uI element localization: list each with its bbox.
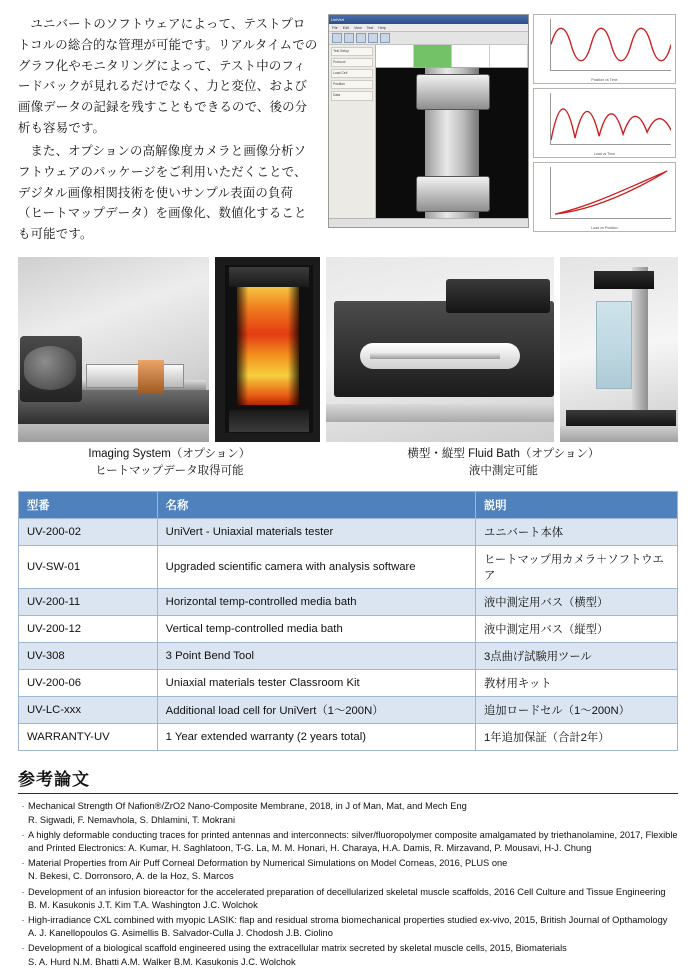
parts-table xyxy=(18,491,678,751)
chart-load-vs-position xyxy=(533,162,676,232)
vertical-bath-vessel xyxy=(596,301,632,389)
table-row xyxy=(19,546,678,589)
tester-motor-face xyxy=(24,346,76,390)
chart-caption-3: Load vs Position xyxy=(591,226,618,230)
table-row xyxy=(19,616,678,643)
readout-cell-2 xyxy=(414,45,452,67)
vertical-base-plate xyxy=(560,426,678,442)
table-row xyxy=(19,519,678,546)
toolbar-icon-save[interactable] xyxy=(356,33,366,43)
reference-citation: Development of a biological scaffold engineered using the extracellular matrix secreted by skeletal muscle cells, 2015, Biomaterials xyxy=(28,943,567,954)
photo-captions xyxy=(18,446,678,479)
bath-actuator-rod xyxy=(370,353,500,359)
software-live-view xyxy=(376,45,528,218)
imaging-caption xyxy=(18,446,321,479)
horizontal-fluid-bath-photo xyxy=(326,257,554,442)
cell-model: UV-200-11 xyxy=(19,589,158,616)
heatmap-sample xyxy=(237,287,299,405)
cell-description: 3点曲げ試験用ツール xyxy=(475,643,677,670)
references-divider xyxy=(18,793,678,794)
fluid-bath-caption xyxy=(321,446,678,479)
cell-model: UV-200-12 xyxy=(19,616,158,643)
bullet-icon: · xyxy=(21,858,25,869)
chart-plot-area-3 xyxy=(550,167,671,219)
menu-item-edit[interactable]: Edit xyxy=(342,25,349,30)
cell-name: 3 Point Bend Tool xyxy=(157,643,475,670)
list-item xyxy=(18,829,678,855)
list-item xyxy=(18,914,678,940)
top-section xyxy=(18,14,678,247)
fluid-bath-caption-line1: 横型・縦型 Fluid Bath（オプション） xyxy=(407,448,600,461)
list-item xyxy=(18,942,678,968)
panel-group-protocol[interactable]: Protocol xyxy=(331,58,373,67)
reference-authors: S. A. Hurd N.M. Bhatti A.M. Walker B.M. Kasukonis J.C. Wolchok xyxy=(28,956,296,967)
sine-curve xyxy=(551,19,671,70)
panel-group-data[interactable]: Data xyxy=(331,91,373,100)
table-row xyxy=(19,724,678,751)
cell-description: ヒートマップ用カメラ＋ソフトウエア xyxy=(475,546,677,589)
tester-specimen-grip xyxy=(138,360,164,394)
software-main-window xyxy=(328,14,529,228)
list-item xyxy=(18,886,678,912)
references-list xyxy=(18,800,678,968)
imaging-caption-line2: ヒートマップデータ取得可能 xyxy=(95,464,244,477)
reference-citation: Mechanical Strength Of Nafion®/ZrO2 Nano-Composite Membrane, 2018, in J of Man, Mat, and Mech Eng xyxy=(28,801,467,812)
specimen-image xyxy=(425,68,479,218)
heatmap-lower-clamp xyxy=(229,410,309,432)
readout-cell-3 xyxy=(452,45,490,67)
horizontal-tester-photo xyxy=(18,257,209,442)
table-header-model: 型番 xyxy=(19,492,158,519)
software-statusbar xyxy=(329,218,528,227)
cell-model: UV-LC-xxx xyxy=(19,697,158,724)
bullet-icon: · xyxy=(21,829,25,840)
reference-authors: R. Sigwadi, F. Nemavhola, S. Dhlamini, T. Mokrani xyxy=(28,814,236,825)
readout-cell-4 xyxy=(490,45,528,67)
chart-caption-1: Position vs Time xyxy=(591,78,618,82)
cell-name: UniVert - Uniaxial materials tester xyxy=(157,519,475,546)
tester-foot-plate xyxy=(18,424,209,442)
software-body xyxy=(329,45,528,218)
vertical-crosshead xyxy=(594,271,654,289)
cell-description: 液中測定用バス（横型） xyxy=(475,589,677,616)
table-row xyxy=(19,697,678,724)
software-camera-view xyxy=(376,68,528,218)
bullet-icon: · xyxy=(21,943,25,954)
software-window-title: UniVert xyxy=(331,17,345,22)
software-screenshots xyxy=(328,14,676,232)
menu-item-help[interactable]: Help xyxy=(378,25,386,30)
panel-group-test-setup[interactable]: Test Setup xyxy=(331,47,373,56)
chart-load-vs-time xyxy=(533,88,676,158)
cell-description: 追加ロードセル（1〜200N） xyxy=(475,697,677,724)
reference-authors: N. Bekesi, C. Dorronsoro, A. de la Hoz, S. Marcos xyxy=(28,871,234,882)
table-header-row xyxy=(19,492,678,519)
cell-name: Additional load cell for UniVert（1〜200N） xyxy=(157,697,475,724)
chart-plot-area-1 xyxy=(550,19,671,71)
software-menubar xyxy=(329,24,528,32)
cell-model: UV-308 xyxy=(19,643,158,670)
table-row xyxy=(19,643,678,670)
references-heading: 参考論文 xyxy=(18,770,90,790)
cell-name: Uniaxial materials tester Classroom Kit xyxy=(157,670,475,697)
vertical-fluid-bath-photo xyxy=(560,257,678,442)
fluid-bath-caption-line2: 液中測定可能 xyxy=(468,464,538,477)
tester-arm xyxy=(86,364,184,388)
toolbar-icon-new[interactable] xyxy=(332,33,342,43)
chart-caption-2: Load vs Time xyxy=(593,152,616,156)
decay-curve xyxy=(551,93,671,144)
bath-motor-block xyxy=(446,279,550,313)
reference-citation: Material Properties from Air Puff Corneal Deformation by Numerical Simulations on Model Corneas, 2016, PLUS one xyxy=(28,858,508,869)
intro-text-block xyxy=(18,14,318,247)
reference-citation: Development of an infusion bioreactor for the accelerated preparation of decellularized skeletal muscle scaffolds, 2016 Cell Culture and Tissue Engineering xyxy=(28,886,666,897)
bullet-icon: · xyxy=(21,886,25,897)
panel-group-position[interactable]: Position xyxy=(331,80,373,89)
readout-cell-1 xyxy=(376,45,414,67)
software-toolbar xyxy=(329,32,528,45)
software-titlebar xyxy=(329,15,528,24)
cell-model: UV-SW-01 xyxy=(19,546,158,589)
heatmap-upper-clamp xyxy=(229,267,309,287)
chart-position-vs-time xyxy=(533,14,676,84)
list-item xyxy=(18,857,678,883)
table-header-description: 説明 xyxy=(475,492,677,519)
toolbar-icon-run[interactable] xyxy=(368,33,378,43)
vertical-column xyxy=(632,267,648,417)
menu-item-view[interactable]: View xyxy=(354,25,362,30)
cell-name: 1 Year extended warranty (2 years total) xyxy=(157,724,475,751)
cell-name: Vertical temp-controlled media bath xyxy=(157,616,475,643)
reference-authors: B. M. Kasukonis J.T. Kim T.A. Washington J.C. Wolchok xyxy=(28,899,258,910)
intro-paragraph-1: ユニバートのソフトウェアによって、テストプロトコルの総合的な管理が可能です。リアルタイムでのグラフ化やモニタリングによって、テスト中のフィードバックが見れるだけでなく、力と変位、および画像データの記録を残すこともできるので、後の分析も容易です。 xyxy=(18,17,318,136)
software-settings-panel xyxy=(329,45,376,218)
reference-citation: High-irradiance CXL combined with myopic LASIK: flap and residual stroma biomechanical properties studied ex-vivo, 2015, British Journal of Opthamology xyxy=(28,914,668,925)
cell-description: 液中測定用バス（縦型） xyxy=(475,616,677,643)
toolbar-icon-open[interactable] xyxy=(344,33,354,43)
software-chart-column xyxy=(533,14,676,232)
menu-item-test[interactable]: Test xyxy=(366,25,374,30)
intro-paragraph-2: また、オプションの高解像度カメラと画像分析ソフトウェアのパッケージをご利用いただくことで、デジタル画像相関技術を使いサンプル表面の負荷（ヒートマップデータ）を画像化、数値化することも可能です。 xyxy=(18,143,307,242)
reference-citation: A highly deformable conducting traces for printed antennas and interconnects: silver/fluoropolymer composite amalgamated by triethanolamine, 2017, Flexible and Printed Electronics: A. Kumar, H. Saghlatoon, T-G. La, M. M. Honari, H. Charaya, H.A. Damis, R. Mirzavand, P. Mousavi, H-J. Chung xyxy=(28,829,678,854)
software-live-readouts xyxy=(376,45,528,68)
cell-name: Upgraded scientific camera with analysis software xyxy=(157,546,475,589)
bullet-icon: · xyxy=(21,914,25,925)
bullet-icon: · xyxy=(21,801,25,812)
menu-item-file[interactable]: File xyxy=(332,25,338,30)
list-item xyxy=(18,800,678,826)
cell-description: ユニバート本体 xyxy=(475,519,677,546)
cell-model: UV-200-06 xyxy=(19,670,158,697)
cell-name: Horizontal temp-controlled media bath xyxy=(157,589,475,616)
cell-model: WARRANTY-UV xyxy=(19,724,158,751)
table-row xyxy=(19,589,678,616)
hysteresis-loop xyxy=(551,167,671,218)
toolbar-icon-stop[interactable] xyxy=(380,33,390,43)
imaging-heatmap-photo xyxy=(215,257,319,442)
cell-description: 教材用キット xyxy=(475,670,677,697)
vertical-base-block xyxy=(566,410,676,426)
imaging-caption-line1: Imaging System（オプション） xyxy=(88,448,251,461)
bath-base-plate xyxy=(326,404,554,422)
cell-model: UV-200-02 xyxy=(19,519,158,546)
product-photo-row xyxy=(18,257,678,442)
upper-grip xyxy=(416,74,490,110)
table-row xyxy=(19,670,678,697)
cell-description: 1年追加保証（合計2年） xyxy=(475,724,677,751)
panel-group-load-cell[interactable]: Load Cell xyxy=(331,69,373,78)
chart-plot-area-2 xyxy=(550,93,671,145)
lower-grip xyxy=(416,176,490,212)
reference-authors: A. J. Kanellopoulos G. Asimellis B. Salvador-Culla J. Chodosh J.B. Ciolino xyxy=(28,928,333,939)
table-header-name: 名称 xyxy=(157,492,475,519)
